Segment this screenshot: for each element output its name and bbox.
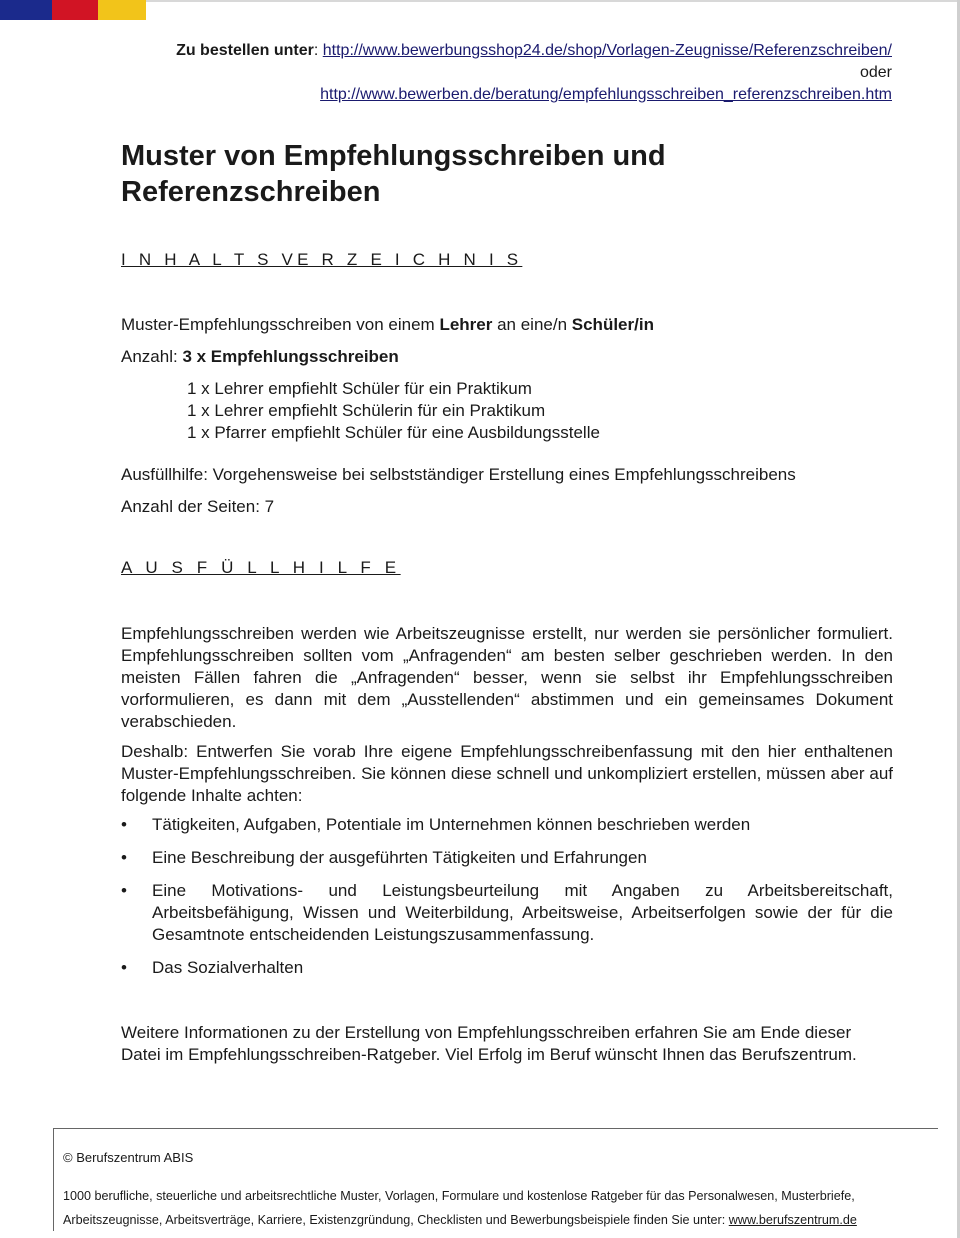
order-header: Zu bestellen unter: http://www.bewerbungsshop24.de/shop/Vorlagen-Zeugnisse/Referenzschreiben/ oder http://www.bewerben.de/beratung/empfehlungsschreiben_referenzschreiben.htm: [176, 42, 892, 103]
brand-stripe-red: [52, 0, 98, 20]
berufszentrum-link[interactable]: www.berufszentrum.de: [728, 1213, 857, 1227]
order-label: Zu bestellen unter: [176, 42, 314, 59]
fill-paragraph-1: Empfehlungsschreiben werden wie Arbeitszeugnisse erstellt, nur werden sie persönlicher formuliert. Empfehlungsschreiben sollten vom „Anfragenden“ am besten selber geschrieben werden. In den meisten Fällen fahren die „Anfragenden“ besser, wenn sie selbst ihr Empfehlungsschreiben vorformulieren, es dann mit dem „Ausstellenden“ abstimmen und ein gemeinsames Dokument verabschieden.: [121, 624, 893, 731]
bewerben-link[interactable]: http://www.bewerben.de/beratung/empfehlungsschreiben_referenzschreiben.htm: [320, 86, 892, 103]
list-item: • Tätigkeiten, Aufgaben, Potentiale im Unternehmen können beschrieben werden: [121, 815, 751, 834]
toc-item: 1 x Lehrer empfiehlt Schüler für ein Praktikum: [187, 379, 532, 398]
footer-copyright: © Berufszentrum ABIS: [63, 1150, 194, 1165]
shop-link[interactable]: http://www.bewerbungsshop24.de/shop/Vorlagen-Zeugnisse/Referenzschreiben/: [322, 42, 892, 59]
fill-help-heading: A U S F Ü L L H I L F E: [121, 558, 401, 577]
toc-help: Ausfüllhilfe: Vorgehensweise bei selbstständiger Erstellung eines Empfehlungsschreibens: [121, 465, 796, 484]
toc-count: Anzahl: 3 x Empfehlungsschreiben: [121, 347, 399, 366]
toc-heading: I N H A L T S VE R Z E I C H N I S: [121, 250, 523, 269]
list-item: • Das Sozialverhalten: [121, 958, 304, 977]
bullet-icon: •: [121, 881, 127, 900]
toc-item: 1 x Lehrer empfiehlt Schülerin für ein Praktikum: [187, 401, 546, 420]
toc-item: 1 x Pfarrer empfiehlt Schüler für eine Ausbildungsstelle: [187, 423, 600, 442]
content-checklist: [121, 814, 893, 979]
brand-stripe-yellow: [98, 0, 146, 20]
bullet-icon: •: [121, 848, 127, 867]
bullet-icon: •: [121, 958, 127, 977]
brand-stripe-blue: [0, 0, 52, 20]
toc-pages: Anzahl der Seiten: 7: [121, 497, 275, 516]
brand-color-bar: [0, 0, 146, 20]
or-text: oder: [859, 64, 892, 81]
bullet-icon: •: [121, 815, 127, 834]
fill-paragraph-2: Deshalb: Entwerfen Sie vorab Ihre eigene Empfehlungsschreibenfassung mit den hier enthaltenen Muster-Empfehlungsschreiben. Sie können diese schnell und unkompliziert erstellen, müssen aber auf folgende Inhalte achten:: [121, 742, 893, 805]
toc-intro: Muster-Empfehlungsschreiben von einem Lehrer an eine/n Schüler/in: [121, 315, 654, 334]
closing-paragraph: Weitere Informationen zu der Erstellung von Empfehlungsschreiben erfahren Sie am Ende dieser Datei im Empfehlungsschreiben-Ratgeber. Viel Erfolg im Beruf wünscht Ihnen das Berufszentrum.: [121, 1023, 857, 1064]
list-item: • Eine Beschreibung der ausgeführten Tätigkeiten und Erfahrungen: [121, 848, 647, 867]
footer-text: 1000 berufliche, steuerliche und arbeitsrechtliche Muster, Vorlagen, Formulare und kostenlose Ratgeber für das Personalwesen, Musterbriefe, Arbeitszeugnisse, Arbeitsverträge, Karriere, Existenzgründung, Checklisten und Bewerbungsbeispiele finden Sie unter: www.berufszentrum.de: [63, 1189, 857, 1227]
list-item: • Eine Motivations- und Leistungsbeurteilung mit Angaben zu Arbeitsbereitschaft, Arbeitsbefähigung, Wissen und Weiterbildung, Arbeitsweise, Arbeitserfolgen sowie der für die Gesamtnote entscheidenden Leistungszusammenfassung.: [121, 881, 893, 944]
page-title: Muster von Empfehlungsschreiben und Referenzschreiben: [121, 140, 666, 208]
